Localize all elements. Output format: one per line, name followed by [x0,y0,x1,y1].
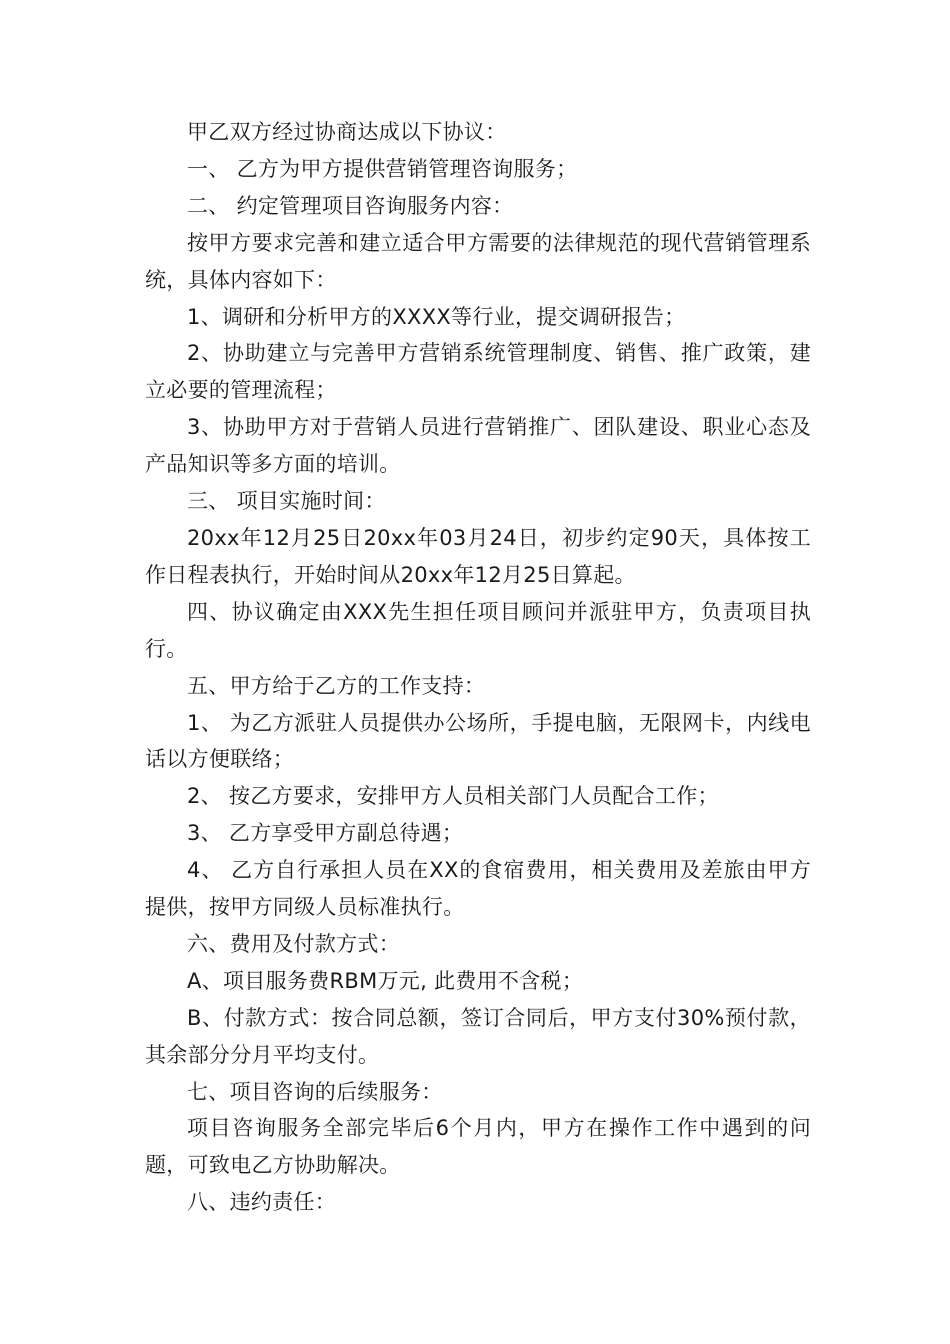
clause-7-body: 项目咨询服务全部完毕后6个月内，甲方在操作工作中遇到的问题，可致电乙方协助解决。 [145,1116,811,1178]
clause-5-item-2: 2、 按乙方要求，安排甲方人员相关部门人员配合工作； [187,784,719,809]
agreement-intro: 甲乙双方经过协商达成以下协议： [187,120,507,144]
clause-6-item-a: A、项目服务费RBM万元, 此费用不含税； [187,968,584,993]
clause-3-heading: 三、 项目实施时间： [187,489,386,514]
clause-3-body: 20xx年12月25日20xx年03月24日，初步约定90天，具体按工作日程表执行，开始时间从20xx年12月25日算起。 [145,525,811,587]
clause-4: 四、协议确定由XXX先生担任项目顾问并派驻甲方，负责项目执行。 [145,599,811,661]
clause-2-heading: 二、 约定管理项目咨询服务内容： [187,193,514,218]
clause-2-item-3: 3、协助甲方对于营销人员进行营销推广、团队建设、职业心态及产品知识等多方面的培训。 [145,415,811,477]
clause-6-heading: 六、费用及付款方式： [187,931,400,956]
clause-2-body: 按甲方要求完善和建立适合甲方需要的法律规范的现代营销管理系统，具体内容如下： [145,230,811,292]
document-body [145,114,811,1221]
clause-7-heading: 七、项目咨询的后续服务： [187,1079,443,1104]
clause-1-heading: 一、 乙方为甲方提供营销管理咨询服务； [187,156,578,181]
clause-5-item-4: 4、 乙方自行承担人员在XX的食宿费用，相关费用及差旅由甲方提供，按甲方同级人员标准执行。 [145,858,811,920]
clause-5-item-3: 3、 乙方享受甲方副总待遇； [187,821,464,846]
clause-2-item-2: 2、协助建立与完善甲方营销系统管理制度、销售、推广政策，建立必要的管理流程； [145,341,811,403]
clause-5-item-1: 1、 为乙方派驻人员提供办公场所，手提电脑，无限网卡，内线电话以方便联络； [145,710,811,772]
clause-2-item-1: 1、调研和分析甲方的XXXX等行业，提交调研报告； [187,304,686,329]
clause-5-heading: 五、甲方给于乙方的工作支持： [187,673,486,698]
clause-8-heading: 八、违约责任： [187,1190,337,1215]
clause-6-item-b: B、付款方式：按合同总额，签订合同后，甲方支付30%预付款，其余部分分月平均支付。 [145,1005,811,1067]
